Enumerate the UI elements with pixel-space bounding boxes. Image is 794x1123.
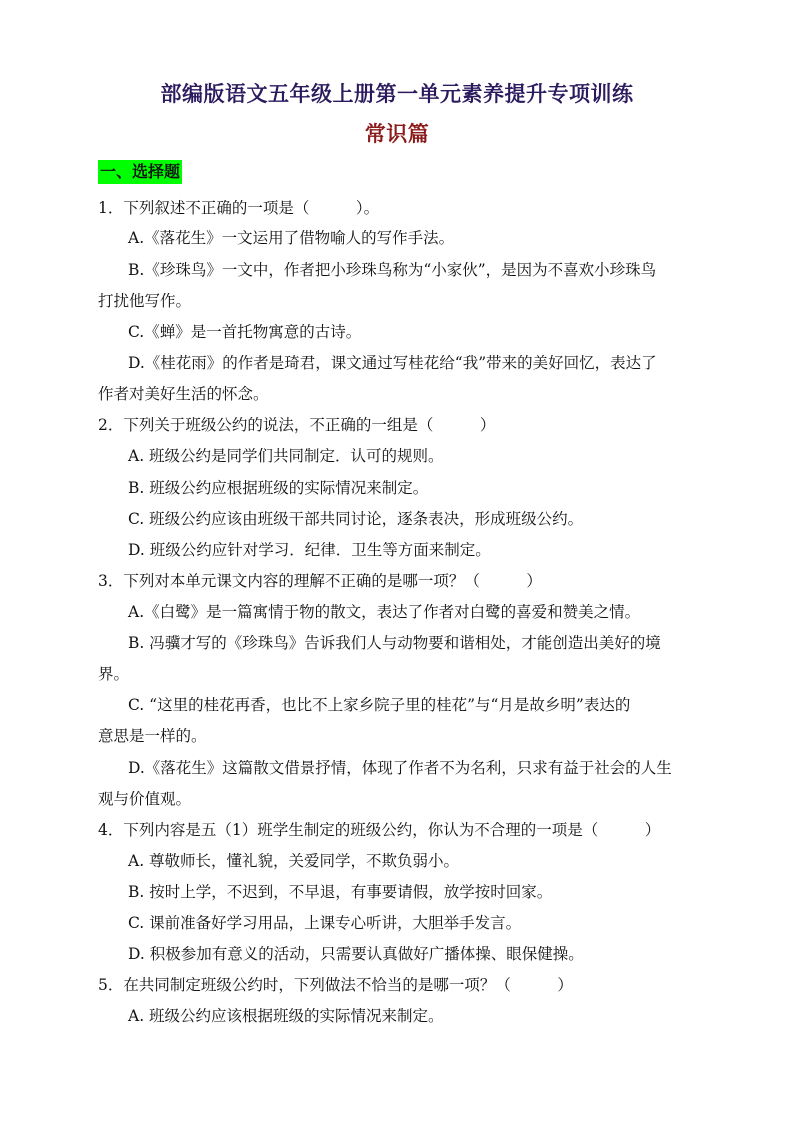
q4-option-d: D. 积极参加有意义的活动，只需要认真做好广播体操、眼保健操。 <box>128 945 584 963</box>
q1-option-d-cont: 作者对美好生活的怀念。 <box>98 385 269 403</box>
question-2: 2．下列关于班级公约的说法，不正确的一组是（ ） <box>98 416 496 434</box>
question-4: 4．下列内容是五（1）班学生制定的班级公约，你认为不合理的一项是（ ） <box>98 821 661 839</box>
q2-option-b: B. 班级公约应根据班级的实际情况来制定。 <box>128 479 429 497</box>
q4-option-c: C. 课前准备好学习用品，上课专心听讲，大胆举手发言。 <box>128 914 522 932</box>
q1-option-b-cont: 打扰他写作。 <box>98 292 192 310</box>
q3-option-c: C. “这里的桂花再香，也比不上家乡院子里的桂花”与“月是故乡明”表达的 <box>128 696 631 714</box>
section-heading: 一、选择题 <box>98 160 182 184</box>
q3-option-c-cont: 意思是一样的。 <box>98 727 207 745</box>
q3-option-d: D.《落花生》这篇散文借景抒情，体现了作者不为名利，只求有益于社会的人生 <box>128 759 672 777</box>
q3-option-b: B. 冯骥才写的《珍珠鸟》告诉我们人与动物要和谐相处，才能创造出美好的境 <box>128 634 661 652</box>
question-3: 3．下列对本单元课文内容的理解不正确的是哪一项？（ ） <box>98 572 542 590</box>
document-subtitle: 常识篇 <box>364 121 430 146</box>
question-5: 5．在共同制定班级公约时，下列做法不恰当的是哪一项？（ ） <box>98 976 573 994</box>
q4-option-a: A. 尊敬师长，懂礼貌，关爱同学，不欺负弱小。 <box>128 852 460 870</box>
q2-option-d: D. 班级公约应针对学习．纪律．卫生等方面来制定。 <box>128 541 491 559</box>
q5-option-a: A. 班级公约应该根据班级的实际情况来制定。 <box>128 1007 444 1025</box>
q1-option-b: B.《珍珠鸟》一文中，作者把小珍珠鸟称为“小家伙”，是因为不喜欢小珍珠鸟 <box>128 261 657 279</box>
question-1: 1．下列叙述不正确的一项是（ ）。 <box>98 199 380 217</box>
q1-option-c: C.《蝉》是一首托物寓意的古诗。 <box>128 323 362 341</box>
q1-option-a: A.《落花生》一文运用了借物喻人的写作手法。 <box>128 229 455 247</box>
document-title: 部编版语文五年级上册第一单元素养提升专项训练 <box>160 81 634 106</box>
q2-option-a: A. 班级公约是同学们共同制定．认可的规则。 <box>128 447 444 465</box>
q3-option-b-cont: 界。 <box>98 665 130 683</box>
q1-option-d: D.《桂花雨》的作者是琦君，课文通过写桂花给“我”带来的美好回忆，表达了 <box>128 354 657 372</box>
q2-option-c: C. 班级公约应该由班级干部共同讨论，逐条表决，形成班级公约。 <box>128 510 584 528</box>
q4-option-b: B. 按时上学，不迟到，不早退，有事要请假，放学按时回家。 <box>128 883 553 901</box>
q3-option-a: A.《白鹭》是一篇寓情于物的散文，表达了作者对白鹭的喜爱和赞美之情。 <box>128 603 641 621</box>
q3-option-d-cont: 观与价值观。 <box>98 790 192 808</box>
